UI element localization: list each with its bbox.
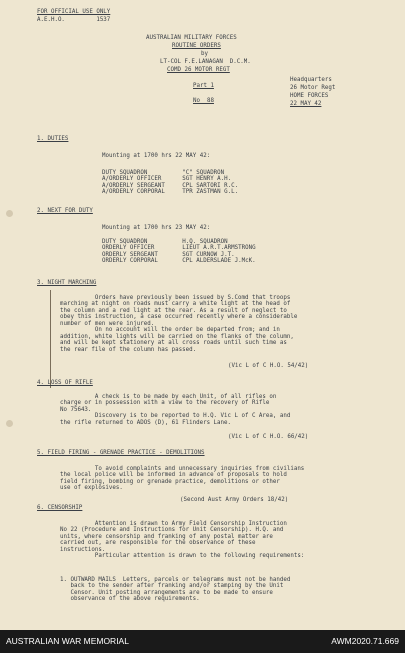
document-subtitle: ROUTINE ORDERS: [172, 43, 221, 49]
night-marching-body: Orders have previously been issued by S.Comd that troops marching at night on roads must carry a white light at the head of the column and a red light at the rear. As a result of neglect to obey this instruction, a case occurred recently where a considerable number of men were injured. On no account will the order be departed from; and in addition, white lights will be carried on the flanks of the column, and will be kept stationery at all cross roads until such time as the rear file of the column has passed.: [60, 295, 298, 353]
next-duty-mounting: Mounting at 1700 hrs 23 MAY 42:: [102, 225, 211, 231]
punch-hole: [6, 210, 13, 217]
duties-roster: DUTY SQUADRON "C" SQUADRON A/ORDERLY OFFICER SGT HENRY A.H. A/ORDERLY SERGEANT CPL SARTORI R.C. A/ORDERLY CORPORAL TPR ZASTMAN G.L.: [102, 170, 239, 196]
section-field-firing-heading: 5. FIELD FIRING - GRENADE PRACTICE - DEMOLITIONS: [37, 450, 205, 456]
footer-institution: AUSTRALIAN WAR MEMORIAL: [6, 636, 129, 646]
punch-hole: [6, 420, 13, 427]
section-loss-rifle-heading: 4. LOSS OF RIFLE: [37, 380, 93, 386]
commander-name: LT-COL F.E.LANAGAN D.C.M.: [160, 59, 251, 65]
document-title: AUSTRALIAN MILITARY FORCES: [146, 35, 237, 41]
censorship-body: Attention is drawn to Army Field Censorship Instruction No 22 (Procedure and Instructions for Unit Censorship). H.Q. and units, where censorship and franking of any postal matter are carried out, are responsible for the observance of these instructions. Particular attention is drawn to the following requirements:: [60, 521, 305, 560]
loss-rifle-ref: (Vic L of C H.O. 66/42): [228, 434, 309, 440]
hq-forces: HOME FORCES: [290, 93, 329, 99]
hq-label: Headquarters: [290, 77, 332, 83]
field-firing-body: To avoid complaints and unnecessary inquiries from civilians the local police will be informed in advance of proposals to hold field firing, bombing or grenade practice, demolitions or other use of explosives.: [60, 466, 305, 492]
censorship-item-1: 1. OUTWARD MAILS Letters, parcels or telegrams must not be handed back to the sender after franking and/or stamping by the Unit Censor. Unit posting arrangements are to be made to ensure observance of the above requirements.: [60, 577, 291, 603]
footer-accession-number: AWM2020.71.669: [331, 636, 399, 646]
section-censorship-heading: 6. CENSORSHIP: [37, 505, 83, 511]
order-number: No 88: [193, 98, 214, 104]
hq-unit: 26 Motor Regt: [290, 85, 336, 91]
unit-name: COMD 26 MOTOR REGT: [167, 67, 230, 73]
footer-bar: [0, 630, 405, 653]
night-marching-ref: (Vic L of C H.O. 54/42): [228, 363, 309, 369]
section-night-marching-heading: 3. NIGHT MARCHING: [37, 280, 97, 286]
by-label: by: [201, 51, 208, 57]
section-duties-heading: 1. DUTIES: [37, 136, 69, 142]
part-label: Part 1: [193, 83, 214, 89]
reference-code: A.E.H.O. 1537: [37, 17, 111, 23]
field-firing-ref: (Second Aust Army Orders 18/42): [180, 497, 289, 503]
section-next-duty-heading: 2. NEXT FOR DUTY: [37, 208, 93, 214]
next-duty-roster: DUTY SQUADRON H.Q. SQUADRON ORDERLY OFFICER LIEUT A.R.T.ARMSTRONG ORDERLY SERGEANT SGT CURNOW J.T. ORDERLY CORPORAL CPL ALDERSLADE J.McK.: [102, 239, 256, 265]
official-use-label: FOR OFFICIAL USE ONLY: [37, 9, 111, 15]
loss-rifle-body: A check is to be made by each Unit, of all rifles on charge or in possession with a view to the recovery of Rifle No 75643. Discovery is to be reported to H.Q. Vic L of C Area, and the rifle returned to ADOS (D), 61 Flinders Lane.: [60, 394, 291, 426]
margin-bracket: [50, 290, 51, 388]
hq-date: 22 MAY 42: [290, 101, 322, 107]
duties-mounting: Mounting at 1700 hrs 22 MAY 42:: [102, 153, 211, 159]
